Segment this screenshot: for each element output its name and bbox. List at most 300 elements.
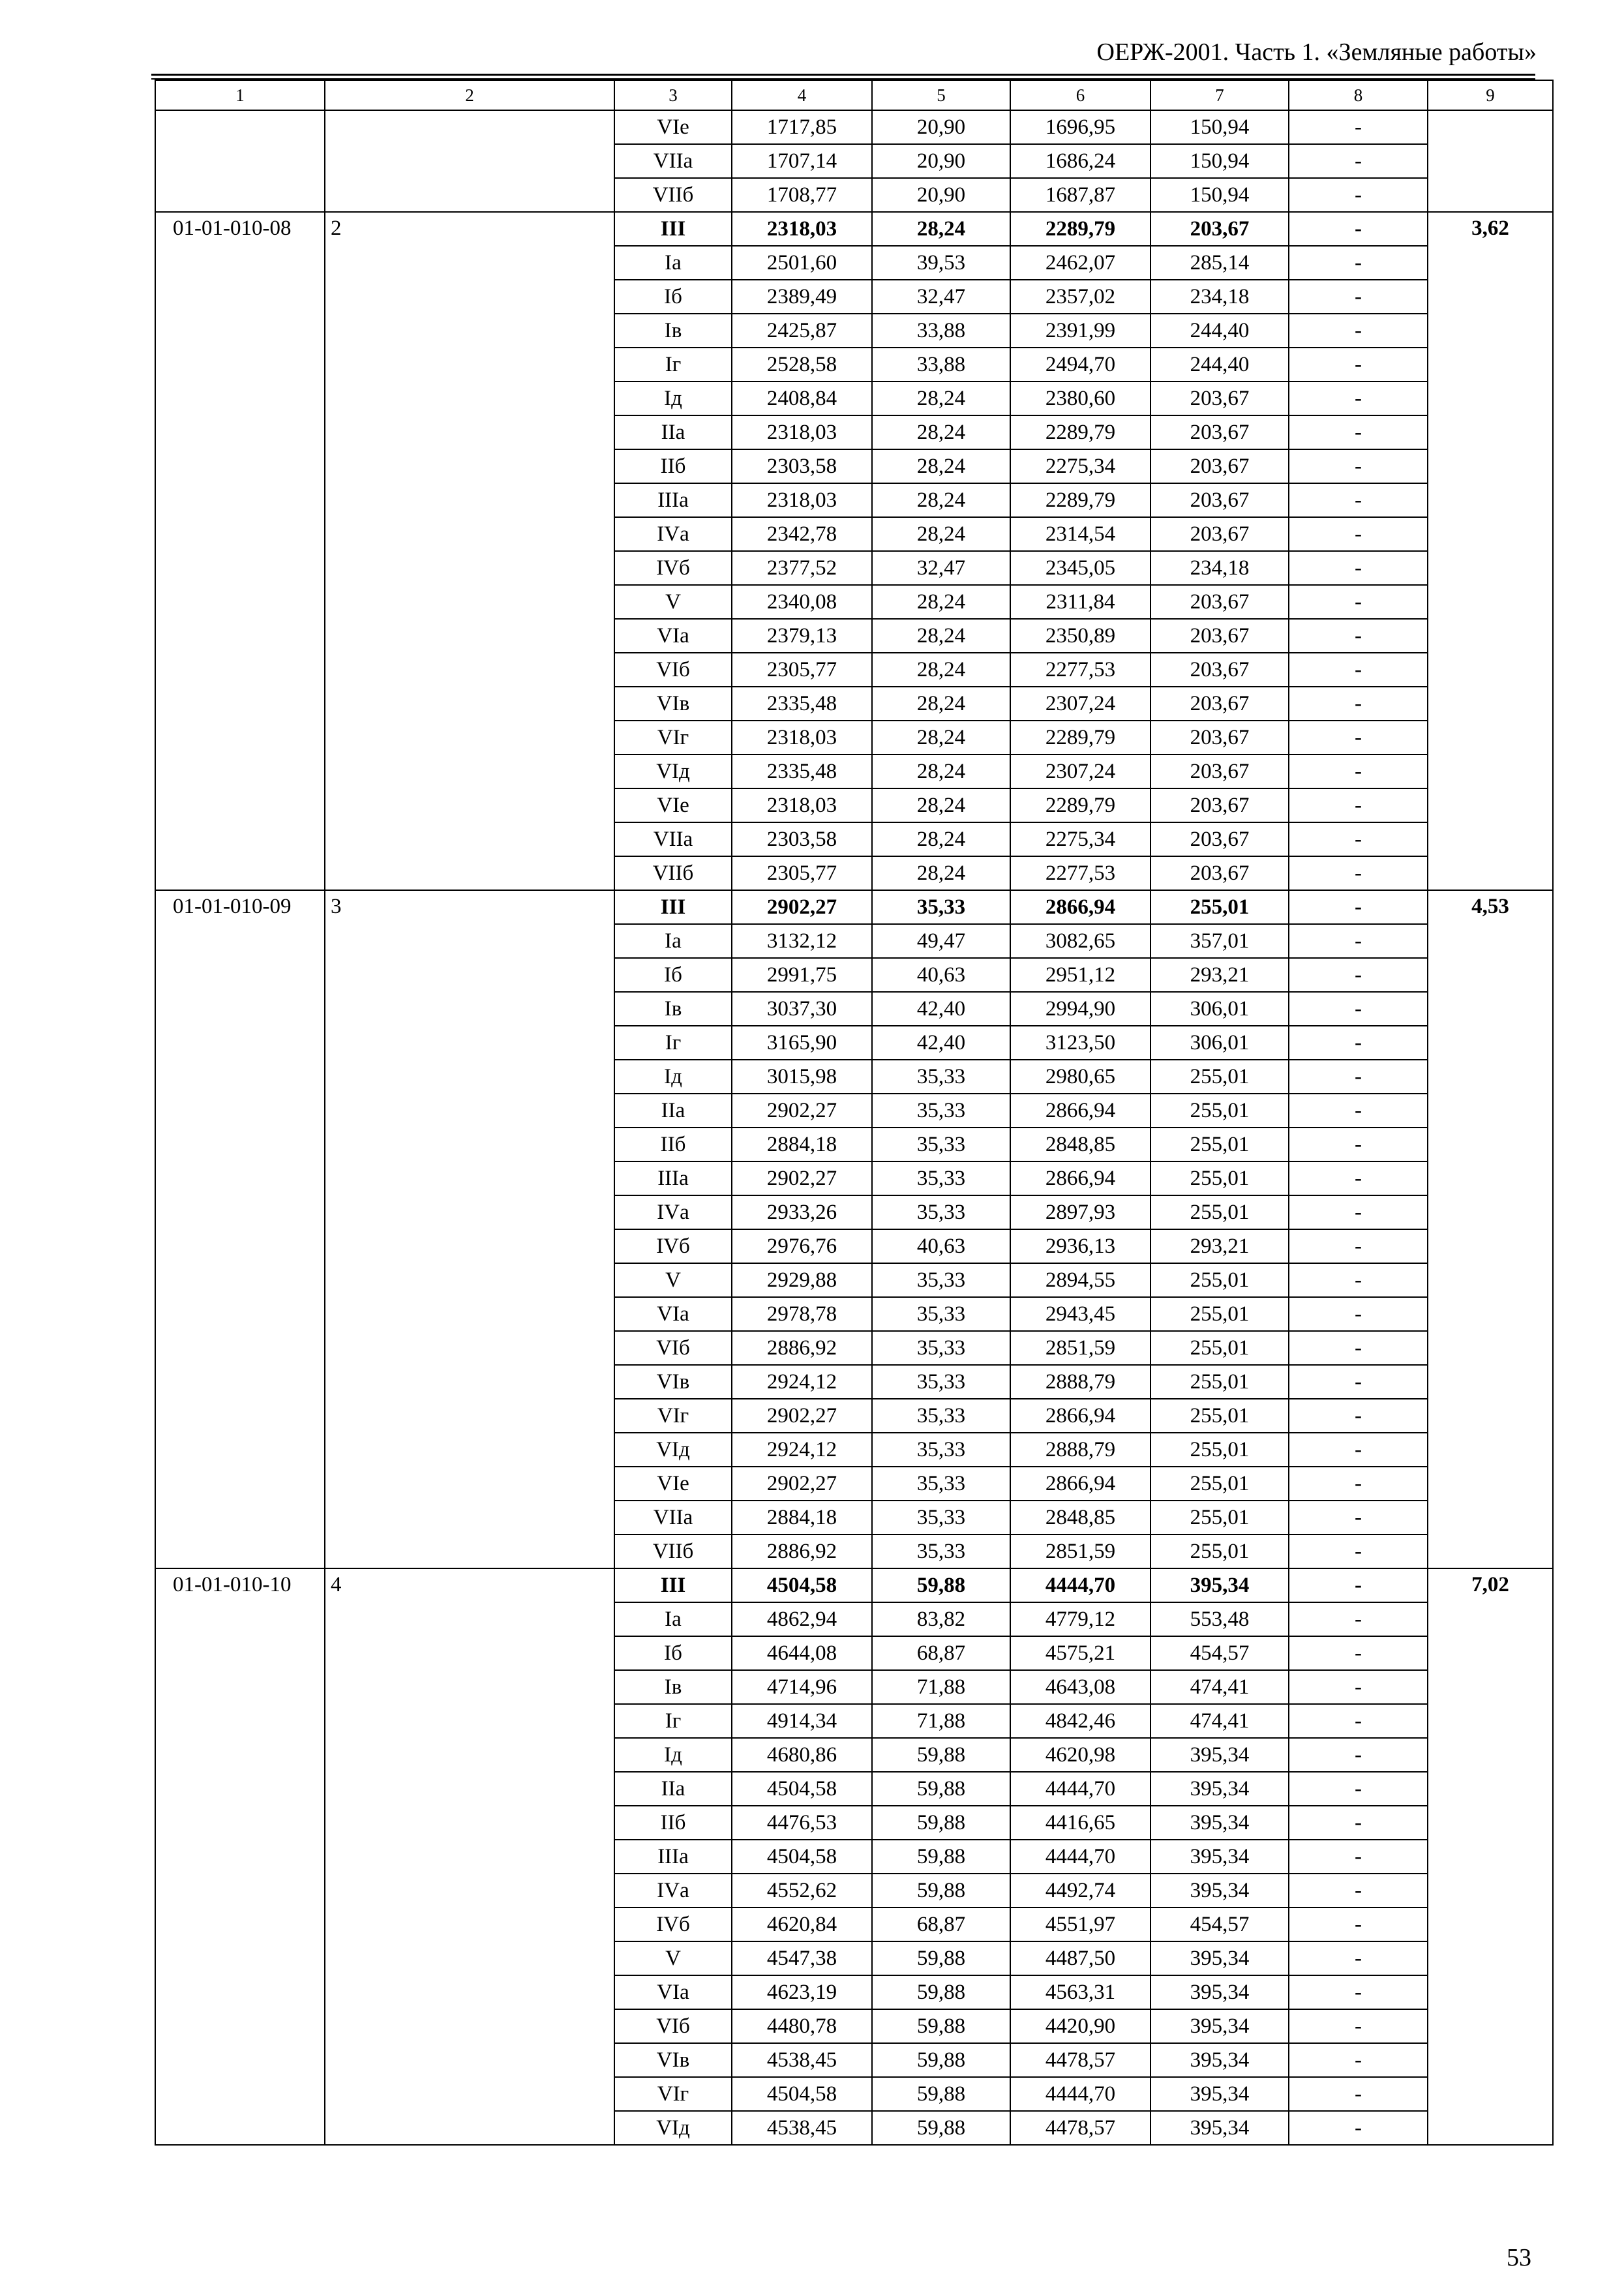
value-cell: 2318,03	[732, 721, 872, 755]
value-cell: 32,47	[872, 280, 1010, 314]
zone-cell: IIа	[614, 1772, 732, 1806]
value-cell: 474,41	[1150, 1670, 1289, 1704]
zone-cell: IVа	[614, 1874, 732, 1908]
zone-cell: IIб	[614, 1806, 732, 1840]
value-cell: 2377,52	[732, 551, 872, 585]
value-cell: 1708,77	[732, 178, 872, 212]
value-cell: 255,01	[1150, 1094, 1289, 1128]
value-cell: 395,34	[1150, 2043, 1289, 2077]
value-cell: 4538,45	[732, 2043, 872, 2077]
value-cell: -	[1289, 755, 1428, 788]
value-cell: -	[1289, 1941, 1428, 1975]
value-cell: -	[1289, 2111, 1428, 2145]
zone-cell: VIа	[614, 1297, 732, 1331]
value-cell: 203,67	[1150, 755, 1289, 788]
zone-cell: III	[614, 1568, 732, 1602]
value-cell: 203,67	[1150, 449, 1289, 483]
value-cell: 2902,27	[732, 1399, 872, 1433]
value-cell: 150,94	[1150, 144, 1289, 178]
zone-cell: VIе	[614, 788, 732, 822]
value-cell: 28,24	[872, 449, 1010, 483]
zone-cell: IIIа	[614, 483, 732, 517]
zone-cell: V	[614, 585, 732, 619]
value-cell: 2902,27	[732, 1467, 872, 1501]
value-cell: -	[1289, 110, 1428, 144]
value-cell: -	[1289, 1331, 1428, 1365]
value-cell: 59,88	[872, 1568, 1010, 1602]
value-cell: -	[1289, 382, 1428, 415]
value-cell: 2307,24	[1010, 755, 1150, 788]
value-cell: 2888,79	[1010, 1433, 1150, 1467]
value-cell: 59,88	[872, 1874, 1010, 1908]
value-cell: 4575,21	[1010, 1636, 1150, 1670]
value-cell: -	[1289, 280, 1428, 314]
value-cell: 150,94	[1150, 110, 1289, 144]
value-cell: 4563,31	[1010, 1975, 1150, 2009]
value-cell: 35,33	[872, 1161, 1010, 1195]
value-cell: 2289,79	[1010, 483, 1150, 517]
value-cell: 2289,79	[1010, 721, 1150, 755]
value-cell: 39,53	[872, 246, 1010, 280]
value-cell: 35,33	[872, 1297, 1010, 1331]
value-cell: 306,01	[1150, 992, 1289, 1026]
value-cell: 35,33	[872, 1365, 1010, 1399]
value-cell: -	[1289, 314, 1428, 348]
zone-cell: VIа	[614, 619, 732, 653]
value-cell: 203,67	[1150, 687, 1289, 721]
zone-cell: VIб	[614, 1331, 732, 1365]
value-cell: 395,34	[1150, 2077, 1289, 2111]
value-cell: 2866,94	[1010, 1467, 1150, 1501]
value-cell: 4478,57	[1010, 2043, 1150, 2077]
value-cell: -	[1289, 1908, 1428, 1941]
value-cell: 2314,54	[1010, 517, 1150, 551]
value-cell: 2866,94	[1010, 1094, 1150, 1128]
value-cell: 255,01	[1150, 1060, 1289, 1094]
zone-cell: VIд	[614, 2111, 732, 2145]
value-cell: 255,01	[1150, 1467, 1289, 1501]
value-cell: 28,24	[872, 687, 1010, 721]
value-cell: -	[1289, 687, 1428, 721]
norm-name-cell	[325, 110, 614, 212]
value-cell: 2894,55	[1010, 1263, 1150, 1297]
zone-cell: Iа	[614, 1602, 732, 1636]
value-cell: -	[1289, 1704, 1428, 1738]
value-cell: 2994,90	[1010, 992, 1150, 1026]
value-cell: 4680,86	[732, 1738, 872, 1772]
value-cell: 4476,53	[732, 1806, 872, 1840]
table-row	[155, 212, 1553, 246]
value-cell: 3015,98	[732, 1060, 872, 1094]
zone-cell: Iб	[614, 1636, 732, 1670]
value-cell: 35,33	[872, 1060, 1010, 1094]
labor-cost-cell: 7,02	[1428, 1568, 1553, 2145]
value-cell: 2408,84	[732, 382, 872, 415]
value-cell: -	[1289, 2009, 1428, 2043]
labor-cost-cell	[1428, 110, 1553, 212]
value-cell: 1717,85	[732, 110, 872, 144]
value-cell: -	[1289, 1161, 1428, 1195]
value-cell: -	[1289, 246, 1428, 280]
value-cell: 2289,79	[1010, 415, 1150, 449]
zone-cell: VIIа	[614, 822, 732, 856]
value-cell: 35,33	[872, 890, 1010, 924]
value-cell: 2884,18	[732, 1128, 872, 1161]
zone-cell: Iд	[614, 382, 732, 415]
zone-cell: Iг	[614, 1026, 732, 1060]
norm-code-cell: 01-01-010-10	[155, 1568, 325, 2145]
value-cell: 2902,27	[732, 1161, 872, 1195]
value-cell: 395,34	[1150, 2009, 1289, 2043]
rates-table	[155, 80, 1554, 2146]
labor-cost-cell: 4,53	[1428, 890, 1553, 1568]
value-cell: 4842,46	[1010, 1704, 1150, 1738]
value-cell: 4644,08	[732, 1636, 872, 1670]
value-cell: -	[1289, 212, 1428, 246]
page-number: 53	[1507, 2244, 1531, 2271]
zone-cell: VIIб	[614, 178, 732, 212]
value-cell: 28,24	[872, 212, 1010, 246]
value-cell: 474,41	[1150, 1704, 1289, 1738]
value-cell: 255,01	[1150, 1501, 1289, 1534]
value-cell: 33,88	[872, 314, 1010, 348]
value-cell: 4551,97	[1010, 1908, 1150, 1941]
value-cell: 2991,75	[732, 958, 872, 992]
zone-cell: VIб	[614, 653, 732, 687]
value-cell: 2980,65	[1010, 1060, 1150, 1094]
value-cell: 2305,77	[732, 856, 872, 890]
norm-code-cell	[155, 110, 325, 212]
value-cell: 1687,87	[1010, 178, 1150, 212]
value-cell: -	[1289, 1772, 1428, 1806]
value-cell: 35,33	[872, 1467, 1010, 1501]
value-cell: 203,67	[1150, 382, 1289, 415]
value-cell: -	[1289, 1399, 1428, 1433]
table-row	[155, 890, 1553, 924]
zone-cell: VIе	[614, 1467, 732, 1501]
value-cell: 59,88	[872, 1975, 1010, 2009]
value-cell: 2350,89	[1010, 619, 1150, 653]
value-cell: 20,90	[872, 178, 1010, 212]
value-cell: 255,01	[1150, 1263, 1289, 1297]
value-cell: 255,01	[1150, 1161, 1289, 1195]
value-cell: 32,47	[872, 551, 1010, 585]
zone-cell: VIIб	[614, 856, 732, 890]
value-cell: 4444,70	[1010, 2077, 1150, 2111]
value-cell: 2528,58	[732, 348, 872, 382]
value-cell: 28,24	[872, 856, 1010, 890]
value-cell: 4416,65	[1010, 1806, 1150, 1840]
value-cell: 2311,84	[1010, 585, 1150, 619]
value-cell: -	[1289, 1094, 1428, 1128]
value-cell: 395,34	[1150, 1738, 1289, 1772]
value-cell: 59,88	[872, 2111, 1010, 2145]
value-cell: 255,01	[1150, 1365, 1289, 1399]
zone-cell: VIв	[614, 687, 732, 721]
value-cell: 4779,12	[1010, 1602, 1150, 1636]
value-cell: 2318,03	[732, 788, 872, 822]
value-cell: 203,67	[1150, 212, 1289, 246]
zone-cell: Iб	[614, 958, 732, 992]
value-cell: 306,01	[1150, 1026, 1289, 1060]
value-cell: 2866,94	[1010, 1161, 1150, 1195]
value-cell: 3132,12	[732, 924, 872, 958]
value-cell: 2289,79	[1010, 788, 1150, 822]
value-cell: -	[1289, 1975, 1428, 2009]
value-cell: -	[1289, 1060, 1428, 1094]
value-cell: 4444,70	[1010, 1568, 1150, 1602]
value-cell: 203,67	[1150, 653, 1289, 687]
value-cell: -	[1289, 1602, 1428, 1636]
value-cell: -	[1289, 924, 1428, 958]
zone-cell: Iа	[614, 246, 732, 280]
value-cell: 1707,14	[732, 144, 872, 178]
column-header: 7	[1150, 80, 1289, 110]
value-cell: 2501,60	[732, 246, 872, 280]
page-header: ОЕРЖ-2001. Часть 1. «Земляные работы»	[1096, 38, 1537, 66]
value-cell: 2305,77	[732, 653, 872, 687]
value-cell: 4480,78	[732, 2009, 872, 2043]
value-cell: 285,14	[1150, 246, 1289, 280]
value-cell: 35,33	[872, 1433, 1010, 1467]
value-cell: 203,67	[1150, 619, 1289, 653]
value-cell: 59,88	[872, 1840, 1010, 1874]
value-cell: 293,21	[1150, 958, 1289, 992]
value-cell: -	[1289, 653, 1428, 687]
value-cell: 4504,58	[732, 2077, 872, 2111]
value-cell: 35,33	[872, 1399, 1010, 1433]
value-cell: 4643,08	[1010, 1670, 1150, 1704]
table-row	[155, 110, 1553, 144]
value-cell: 35,33	[872, 1331, 1010, 1365]
zone-cell: Iв	[614, 992, 732, 1026]
value-cell: 2902,27	[732, 1094, 872, 1128]
zone-cell: IVб	[614, 1908, 732, 1941]
column-header: 3	[614, 80, 732, 110]
zone-cell: VIв	[614, 2043, 732, 2077]
value-cell: -	[1289, 1636, 1428, 1670]
value-cell: 553,48	[1150, 1602, 1289, 1636]
zone-cell: IVа	[614, 517, 732, 551]
norm-name-cell: 4	[325, 1568, 614, 2145]
value-cell: 2277,53	[1010, 856, 1150, 890]
zone-cell: VIд	[614, 755, 732, 788]
value-cell: 1696,95	[1010, 110, 1150, 144]
value-cell: 2379,13	[732, 619, 872, 653]
value-cell: 255,01	[1150, 1534, 1289, 1568]
value-cell: 203,67	[1150, 721, 1289, 755]
value-cell: 255,01	[1150, 890, 1289, 924]
value-cell: 357,01	[1150, 924, 1289, 958]
value-cell: 2933,26	[732, 1195, 872, 1229]
value-cell: 4420,90	[1010, 2009, 1150, 2043]
value-cell: 2851,59	[1010, 1331, 1150, 1365]
value-cell: 2357,02	[1010, 280, 1150, 314]
value-cell: 454,57	[1150, 1908, 1289, 1941]
value-cell: 4444,70	[1010, 1772, 1150, 1806]
value-cell: -	[1289, 1128, 1428, 1161]
value-cell: 203,67	[1150, 483, 1289, 517]
value-cell: 59,88	[872, 1738, 1010, 1772]
value-cell: 2389,49	[732, 280, 872, 314]
value-cell: 4623,19	[732, 1975, 872, 2009]
value-cell: -	[1289, 1229, 1428, 1263]
column-header: 1	[155, 80, 325, 110]
value-cell: -	[1289, 1738, 1428, 1772]
value-cell: -	[1289, 415, 1428, 449]
value-cell: 59,88	[872, 2077, 1010, 2111]
value-cell: -	[1289, 992, 1428, 1026]
value-cell: 2929,88	[732, 1263, 872, 1297]
value-cell: 35,33	[872, 1501, 1010, 1534]
value-cell: 2866,94	[1010, 890, 1150, 924]
column-header: 5	[872, 80, 1010, 110]
value-cell: 3037,30	[732, 992, 872, 1026]
value-cell: 2943,45	[1010, 1297, 1150, 1331]
value-cell: 68,87	[872, 1908, 1010, 1941]
value-cell: 2866,94	[1010, 1399, 1150, 1433]
value-cell: 35,33	[872, 1534, 1010, 1568]
value-cell: 2275,34	[1010, 449, 1150, 483]
value-cell: 203,67	[1150, 788, 1289, 822]
value-cell: 28,24	[872, 619, 1010, 653]
zone-cell: Iа	[614, 924, 732, 958]
column-number-row	[155, 80, 1553, 110]
value-cell: -	[1289, 1501, 1428, 1534]
value-cell: 2897,93	[1010, 1195, 1150, 1229]
value-cell: 35,33	[872, 1263, 1010, 1297]
value-cell: 59,88	[872, 2009, 1010, 2043]
column-header: 2	[325, 80, 614, 110]
value-cell: -	[1289, 1534, 1428, 1568]
value-cell: -	[1289, 619, 1428, 653]
value-cell: -	[1289, 1568, 1428, 1602]
zone-cell: Iг	[614, 348, 732, 382]
value-cell: 28,24	[872, 585, 1010, 619]
value-cell: 28,24	[872, 721, 1010, 755]
value-cell: 20,90	[872, 144, 1010, 178]
zone-cell: IIIа	[614, 1161, 732, 1195]
zone-cell: V	[614, 1263, 732, 1297]
value-cell: -	[1289, 449, 1428, 483]
value-cell: -	[1289, 721, 1428, 755]
value-cell: 395,34	[1150, 1874, 1289, 1908]
zone-cell: IVа	[614, 1195, 732, 1229]
value-cell: 2978,78	[732, 1297, 872, 1331]
value-cell: -	[1289, 551, 1428, 585]
value-cell: -	[1289, 348, 1428, 382]
value-cell: -	[1289, 2077, 1428, 2111]
value-cell: 33,88	[872, 348, 1010, 382]
value-cell: 28,24	[872, 483, 1010, 517]
value-cell: 3123,50	[1010, 1026, 1150, 1060]
value-cell: 2380,60	[1010, 382, 1150, 415]
zone-cell: VIIб	[614, 1534, 732, 1568]
value-cell: 2318,03	[732, 483, 872, 517]
value-cell: 4620,98	[1010, 1738, 1150, 1772]
value-cell: 2951,12	[1010, 958, 1150, 992]
value-cell: 40,63	[872, 958, 1010, 992]
value-cell: 3082,65	[1010, 924, 1150, 958]
norm-name-cell: 2	[325, 212, 614, 890]
value-cell: 244,40	[1150, 348, 1289, 382]
zone-cell: III	[614, 212, 732, 246]
value-cell: 244,40	[1150, 314, 1289, 348]
value-cell: 2888,79	[1010, 1365, 1150, 1399]
value-cell: 255,01	[1150, 1433, 1289, 1467]
value-cell: -	[1289, 856, 1428, 890]
value-cell: 234,18	[1150, 551, 1289, 585]
value-cell: 2886,92	[732, 1331, 872, 1365]
value-cell: 2884,18	[732, 1501, 872, 1534]
value-cell: 83,82	[872, 1602, 1010, 1636]
value-cell: -	[1289, 1297, 1428, 1331]
value-cell: 2924,12	[732, 1365, 872, 1399]
column-header: 4	[732, 80, 872, 110]
value-cell: 4552,62	[732, 1874, 872, 1908]
value-cell: 2340,08	[732, 585, 872, 619]
value-cell: 454,57	[1150, 1636, 1289, 1670]
value-cell: -	[1289, 822, 1428, 856]
zone-cell: VIг	[614, 2077, 732, 2111]
value-cell: -	[1289, 585, 1428, 619]
value-cell: 203,67	[1150, 517, 1289, 551]
value-cell: 4478,57	[1010, 2111, 1150, 2145]
value-cell: 4504,58	[732, 1772, 872, 1806]
zone-cell: Iв	[614, 314, 732, 348]
value-cell: 2342,78	[732, 517, 872, 551]
zone-cell: Iб	[614, 280, 732, 314]
value-cell: 255,01	[1150, 1128, 1289, 1161]
zone-cell: Iв	[614, 1670, 732, 1704]
value-cell: 42,40	[872, 1026, 1010, 1060]
norm-code-cell: 01-01-010-08	[155, 212, 325, 890]
value-cell: -	[1289, 1433, 1428, 1467]
value-cell: 203,67	[1150, 415, 1289, 449]
value-cell: 28,24	[872, 382, 1010, 415]
value-cell: -	[1289, 178, 1428, 212]
column-header: 6	[1010, 80, 1150, 110]
zone-cell: III	[614, 890, 732, 924]
value-cell: -	[1289, 1026, 1428, 1060]
value-cell: 3165,90	[732, 1026, 872, 1060]
value-cell: 28,24	[872, 653, 1010, 687]
labor-cost-cell: 3,62	[1428, 212, 1553, 890]
value-cell: 2277,53	[1010, 653, 1150, 687]
zone-cell: Iг	[614, 1704, 732, 1738]
value-cell: 2318,03	[732, 212, 872, 246]
zone-cell: VIIа	[614, 144, 732, 178]
value-cell: 28,24	[872, 517, 1010, 551]
value-cell: 2976,76	[732, 1229, 872, 1263]
value-cell: 40,63	[872, 1229, 1010, 1263]
value-cell: -	[1289, 1874, 1428, 1908]
value-cell: 71,88	[872, 1670, 1010, 1704]
zone-cell: VIд	[614, 1433, 732, 1467]
value-cell: 71,88	[872, 1704, 1010, 1738]
value-cell: -	[1289, 1195, 1428, 1229]
zone-cell: VIг	[614, 721, 732, 755]
value-cell: -	[1289, 1670, 1428, 1704]
value-cell: 203,67	[1150, 822, 1289, 856]
value-cell: -	[1289, 517, 1428, 551]
value-cell: 2289,79	[1010, 212, 1150, 246]
value-cell: 255,01	[1150, 1195, 1289, 1229]
value-cell: 395,34	[1150, 1840, 1289, 1874]
value-cell: 2936,13	[1010, 1229, 1150, 1263]
zone-cell: IIб	[614, 1128, 732, 1161]
value-cell: 255,01	[1150, 1297, 1289, 1331]
